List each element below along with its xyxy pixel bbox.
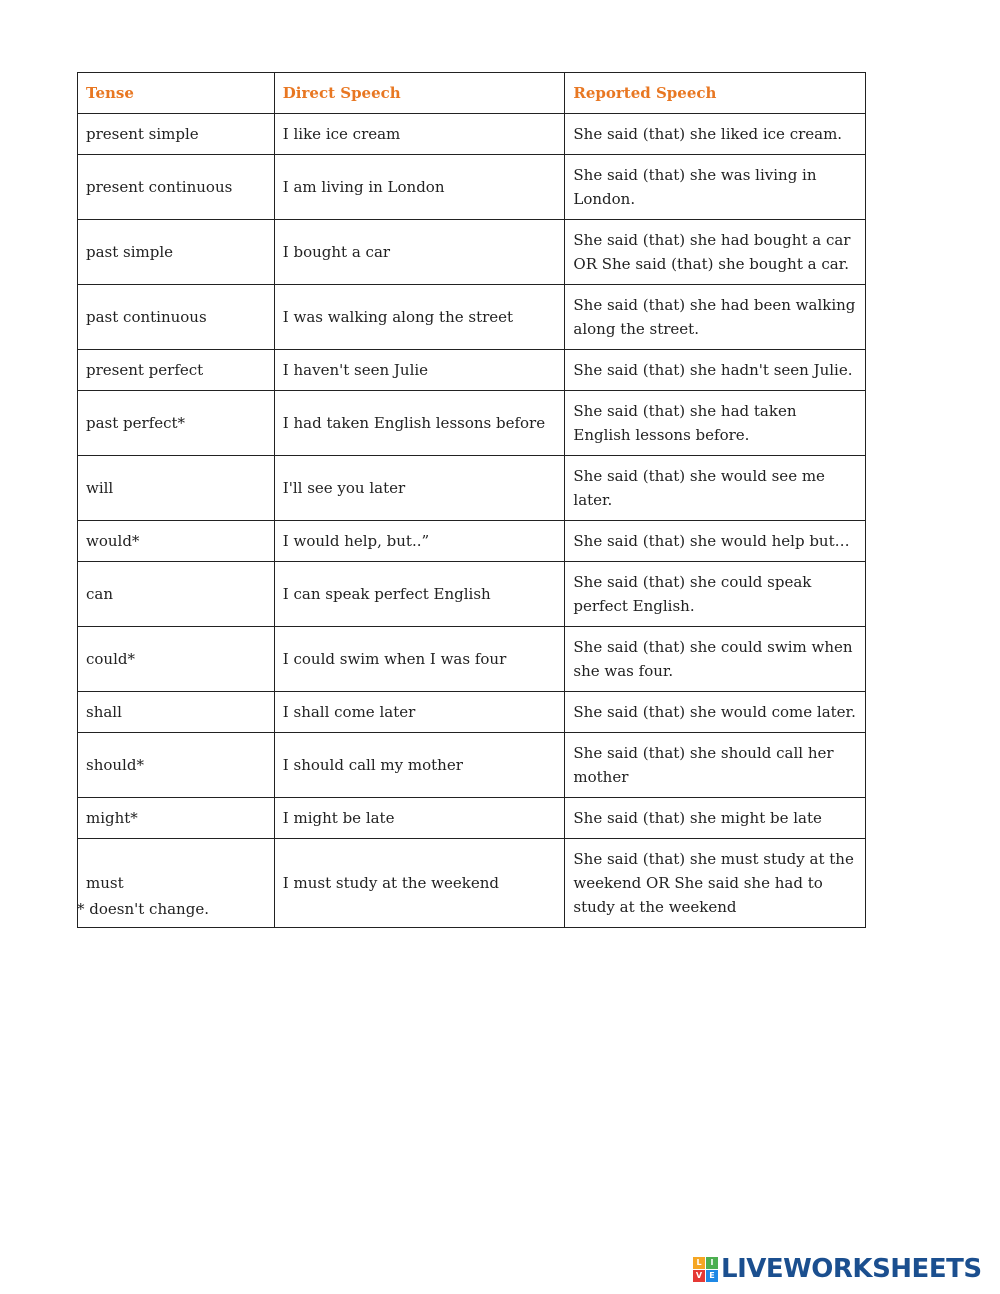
table-row xyxy=(78,692,866,733)
table-row xyxy=(78,220,866,285)
header-reported-speech: Reported Speech xyxy=(565,73,866,114)
cell-direct-speech: I'll see you later xyxy=(274,456,565,521)
cell-direct-speech: I haven't seen Julie xyxy=(274,350,565,391)
cell-reported-speech: She said (that) she would come later. xyxy=(565,692,866,733)
table-header-row xyxy=(78,73,866,114)
cell-tense: present continuous xyxy=(78,155,275,220)
cell-reported-speech: She said (that) she could speak perfect English. xyxy=(565,562,866,627)
liveworksheets-logo xyxy=(693,1255,982,1283)
cell-reported-speech: She said (that) she must study at the weekend OR She said she had to study at the weekend xyxy=(565,839,866,928)
cell-direct-speech: I bought a car xyxy=(274,220,565,285)
cell-tense: must xyxy=(78,839,275,928)
cell-direct-speech: I might be late xyxy=(274,798,565,839)
table-body xyxy=(78,114,866,928)
logo-letter: L xyxy=(693,1257,705,1269)
header-tense: Tense xyxy=(78,73,275,114)
logo-letter: V xyxy=(693,1270,705,1282)
cell-reported-speech: She said (that) she was living in London. xyxy=(565,155,866,220)
cell-tense: past perfect* xyxy=(78,391,275,456)
cell-direct-speech: I was walking along the street xyxy=(274,285,565,350)
cell-tense: should* xyxy=(78,733,275,798)
cell-reported-speech: She said (that) she had taken English lessons before. xyxy=(565,391,866,456)
cell-direct-speech: I must study at the weekend xyxy=(274,839,565,928)
cell-reported-speech: She said (that) she liked ice cream. xyxy=(565,114,866,155)
cell-direct-speech: I like ice cream xyxy=(274,114,565,155)
cell-reported-speech: She said (that) she should call her mother xyxy=(565,733,866,798)
cell-tense: might* xyxy=(78,798,275,839)
table-row xyxy=(78,350,866,391)
table-row xyxy=(78,456,866,521)
cell-reported-speech: She said (that) she could swim when she was four. xyxy=(565,627,866,692)
logo-icon xyxy=(693,1257,718,1282)
cell-direct-speech: I should call my mother xyxy=(274,733,565,798)
cell-reported-speech: She said (that) she had bought a car OR She said (that) she bought a car. xyxy=(565,220,866,285)
cell-tense: past simple xyxy=(78,220,275,285)
cell-tense: would* xyxy=(78,521,275,562)
table-row xyxy=(78,285,866,350)
cell-direct-speech: I had taken English lessons before xyxy=(274,391,565,456)
cell-direct-speech: I shall come later xyxy=(274,692,565,733)
cell-direct-speech: I can speak perfect English xyxy=(274,562,565,627)
table-row xyxy=(78,114,866,155)
cell-tense: will xyxy=(78,456,275,521)
table-row xyxy=(78,627,866,692)
table-row xyxy=(78,155,866,220)
cell-tense: present simple xyxy=(78,114,275,155)
cell-reported-speech: She said (that) she would see me later. xyxy=(565,456,866,521)
table-row xyxy=(78,798,866,839)
cell-direct-speech: I am living in London xyxy=(274,155,565,220)
logo-letter: I xyxy=(706,1257,718,1269)
cell-reported-speech: She said (that) she would help but… xyxy=(565,521,866,562)
cell-tense: shall xyxy=(78,692,275,733)
logo-letter: E xyxy=(706,1270,718,1282)
tense-table xyxy=(77,72,866,928)
table-row xyxy=(78,391,866,456)
table-row xyxy=(78,521,866,562)
cell-reported-speech: She said (that) she hadn't seen Julie. xyxy=(565,350,866,391)
footnote: * doesn't change. xyxy=(77,900,209,918)
brand-name: LIVEWORKSHEETS xyxy=(721,1254,982,1284)
cell-tense: can xyxy=(78,562,275,627)
header-direct-speech: Direct Speech xyxy=(274,73,565,114)
cell-tense: could* xyxy=(78,627,275,692)
cell-direct-speech: I could swim when I was four xyxy=(274,627,565,692)
cell-tense: past continuous xyxy=(78,285,275,350)
table-row xyxy=(78,733,866,798)
cell-reported-speech: She said (that) she had been walking along the street. xyxy=(565,285,866,350)
cell-tense: present perfect xyxy=(78,350,275,391)
table-row xyxy=(78,562,866,627)
cell-direct-speech: I would help, but..” xyxy=(274,521,565,562)
cell-reported-speech: She said (that) she might be late xyxy=(565,798,866,839)
